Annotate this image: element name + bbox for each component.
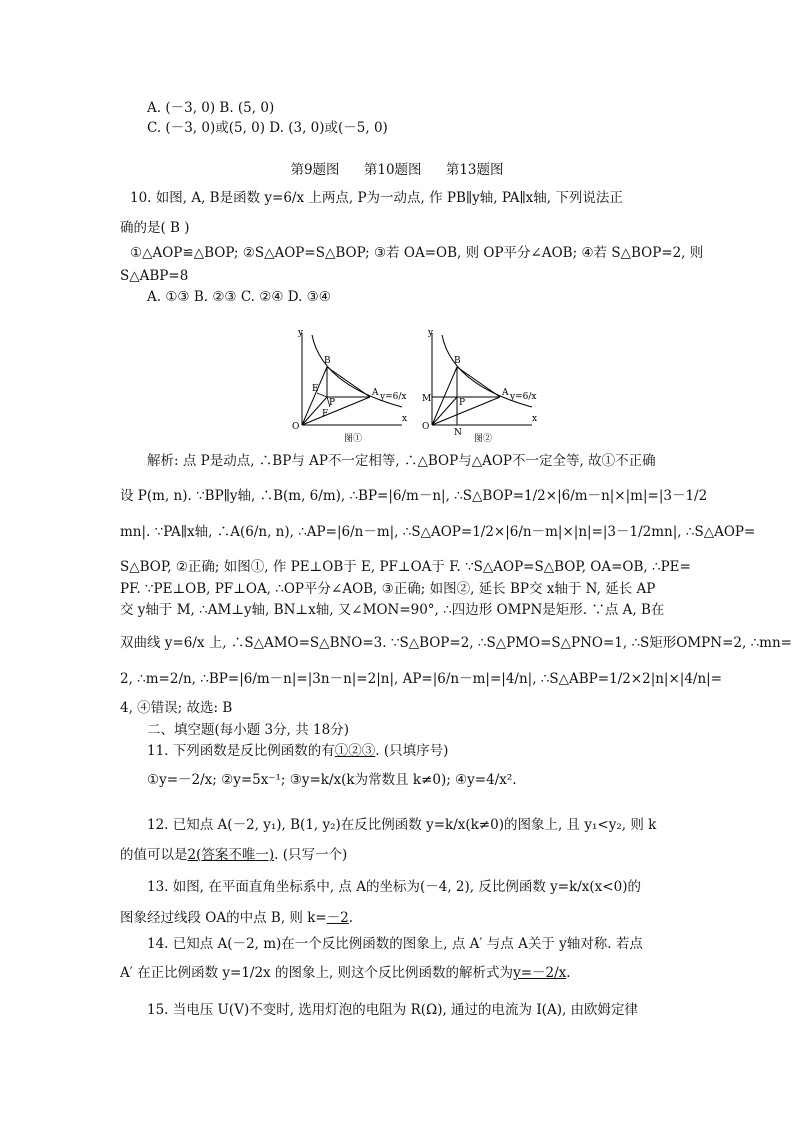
q9-options-line2: C. (－3, 0)或(5, 0) D. (3, 0)或(－5, 0) bbox=[147, 120, 388, 136]
q10-figures bbox=[282, 325, 542, 445]
svg-text:F: F bbox=[322, 409, 329, 419]
q10-line2: 确的是( B ) bbox=[120, 220, 190, 236]
svg-text:M: M bbox=[422, 394, 432, 404]
section-2-heading: 二、填空题(每小题 3分, 共 18分) bbox=[147, 722, 349, 738]
fig2-caption: 图② bbox=[474, 434, 493, 444]
q14-line1: 14. 已知点 A(－2, m)在一个反比例函数的图象上, 点 A′ 与点 A关于 y轴对称. 若点 bbox=[147, 936, 643, 952]
q14-suffix: . bbox=[566, 965, 571, 981]
svg-text:y: y bbox=[428, 328, 434, 338]
q13-answer: －2 bbox=[326, 910, 349, 926]
svg-text:A: A bbox=[372, 388, 379, 398]
q13-prefix: 图象经过线段 OA的中点 B, 则 k= bbox=[120, 910, 327, 926]
q12-prefix: 的值可以是 bbox=[120, 847, 188, 863]
q14-prefix: A′ 在正比例函数 y=1/2x 的图象上, 则这个反比例函数的解析式为 bbox=[120, 965, 514, 981]
svg-text:B: B bbox=[454, 356, 461, 366]
q9-options-line1: A. (－3, 0) B. (5, 0) bbox=[147, 100, 275, 116]
q12-line1: 12. 已知点 A(－2, y₁), B(1, y₂)在反比例函数 y=k/x(k≠0)的图象上, 且 y₁<y₂, 则 k bbox=[147, 817, 657, 833]
q11-suffix: . (只填序号) bbox=[375, 743, 449, 759]
caption-q10: 第10题图 bbox=[363, 162, 422, 178]
q15-line1: 15. 当电压 U(V)不变时, 选用灯泡的电阻为 R(Ω), 通过的电流为 I(A), 由欧姆定律 bbox=[147, 1002, 639, 1018]
analysis-line-7: 双曲线 y=6/x 上, ∴S△AMO=S△BNO=3. ∵S△BOP=2, ∴S△PMO=S△PNO=1, ∴S矩形OMPN=2, ∴mn= bbox=[120, 635, 792, 651]
analysis-line-8: 2, ∴m=2/n, ∴BP=|6/m－n|=|3n－n|=2|n|, AP=|6/n－m|=|4/n|, ∴S△ABP=1/2×2|n|×|4/n|= bbox=[120, 671, 723, 687]
q11-line2: ①y=－2/x; ②y=5x⁻¹; ③y=k/x(k为常数且 k≠0); ④y=4/x². bbox=[147, 772, 517, 788]
analysis-line-3: mn|. ∵PA∥x轴, ∴A(6/n, n), ∴AP=|6/n－m|, ∴S△AOP=1/2×|6/n－m|×|n|=|3－1/2mn|, ∴S△AOP= bbox=[120, 524, 756, 540]
analysis-line-6: 交 y轴于 M, ∴AM⊥y轴, BN⊥x轴, 又∠MON=90°, ∴四边形 OMPN是矩形. ∵点 A, B在 bbox=[120, 602, 665, 618]
q12-answer: 2(答案不唯一) bbox=[187, 847, 275, 863]
svg-text:B: B bbox=[324, 356, 331, 366]
svg-text:N: N bbox=[454, 428, 462, 438]
q12-line2 bbox=[120, 845, 640, 865]
q10-line1: 10. 如图, A, B是函数 y=6/x 上两点, P为一动点, 作 PB∥y轴, PA∥x轴, 下列说法正 bbox=[130, 190, 623, 206]
figure-2 bbox=[422, 328, 537, 444]
q11-line1 bbox=[147, 741, 667, 761]
caption-q13: 第13题图 bbox=[445, 162, 504, 178]
svg-text:P: P bbox=[459, 398, 466, 408]
fig1-caption: 图① bbox=[344, 434, 363, 444]
analysis-line-4: S△BOP, ②正确; 如图①, 作 PE⊥OB于 E, PF⊥OA于 F. ∵S△AOP=S△BOP, OA=OB, ∴PE= bbox=[120, 559, 691, 575]
q10-line3: ①△AOP≌△BOP; ②S△AOP=S△BOP; ③若 OA=OB, 则 OP平分∠AOB; ④若 S△BOP=2, 则 bbox=[130, 245, 704, 261]
q14-line2 bbox=[120, 963, 640, 983]
q10-options: A. ①③ B. ②③ C. ②④ D. ③④ bbox=[147, 289, 331, 305]
svg-text:y: y bbox=[298, 328, 304, 338]
svg-text:O: O bbox=[422, 422, 430, 432]
svg-text:x: x bbox=[402, 414, 408, 424]
svg-text:E: E bbox=[312, 384, 319, 394]
figure-1 bbox=[292, 328, 407, 444]
analysis-line-5: PF. ∵PE⊥OB, PF⊥OA, ∴OP平分∠AOB, ③正确; 如图②, 延长 BP交 x轴于 N, 延长 AP bbox=[120, 581, 656, 597]
figure-captions bbox=[0, 158, 794, 178]
q13-line2 bbox=[120, 908, 640, 928]
caption-q9: 第9题图 bbox=[290, 162, 340, 178]
q13-line1: 13. 如图, 在平面直角坐标系中, 点 A的坐标为(－4, 2), 反比例函数 y=k/x(x<0)的 bbox=[147, 879, 641, 895]
fig2-curve-label: y=6/x bbox=[510, 392, 537, 402]
q12-suffix: . (只写一个) bbox=[274, 847, 348, 863]
svg-text:A: A bbox=[502, 388, 509, 398]
analysis-line-9: 4, ④错误; 故选: B bbox=[120, 700, 233, 716]
q11-prefix: 11. 下列函数是反比例函数的有 bbox=[147, 743, 335, 759]
q13-suffix: . bbox=[348, 910, 354, 926]
q11-answer: ①②③ bbox=[334, 743, 376, 759]
svg-text:P: P bbox=[329, 398, 336, 408]
analysis-line-1: 解析: 点 P是动点, ∴BP与 AP不一定相等, ∴△BOP与△AOP不一定全等, 故①不正确 bbox=[147, 453, 656, 469]
fig1-curve-label: y=6/x bbox=[380, 392, 407, 402]
svg-text:O: O bbox=[292, 422, 300, 432]
svg-text:x: x bbox=[532, 414, 538, 424]
analysis-line-2: 设 P(m, n). ∵BP∥y轴, ∴B(m, 6/m), ∴BP=|6/m－n|, ∴S△BOP=1/2×|6/m－n|×|m|=|3－1/2 bbox=[120, 488, 708, 504]
q14-answer: y=－2/x bbox=[513, 965, 567, 981]
q10-line4: S△ABP=8 bbox=[120, 268, 189, 284]
